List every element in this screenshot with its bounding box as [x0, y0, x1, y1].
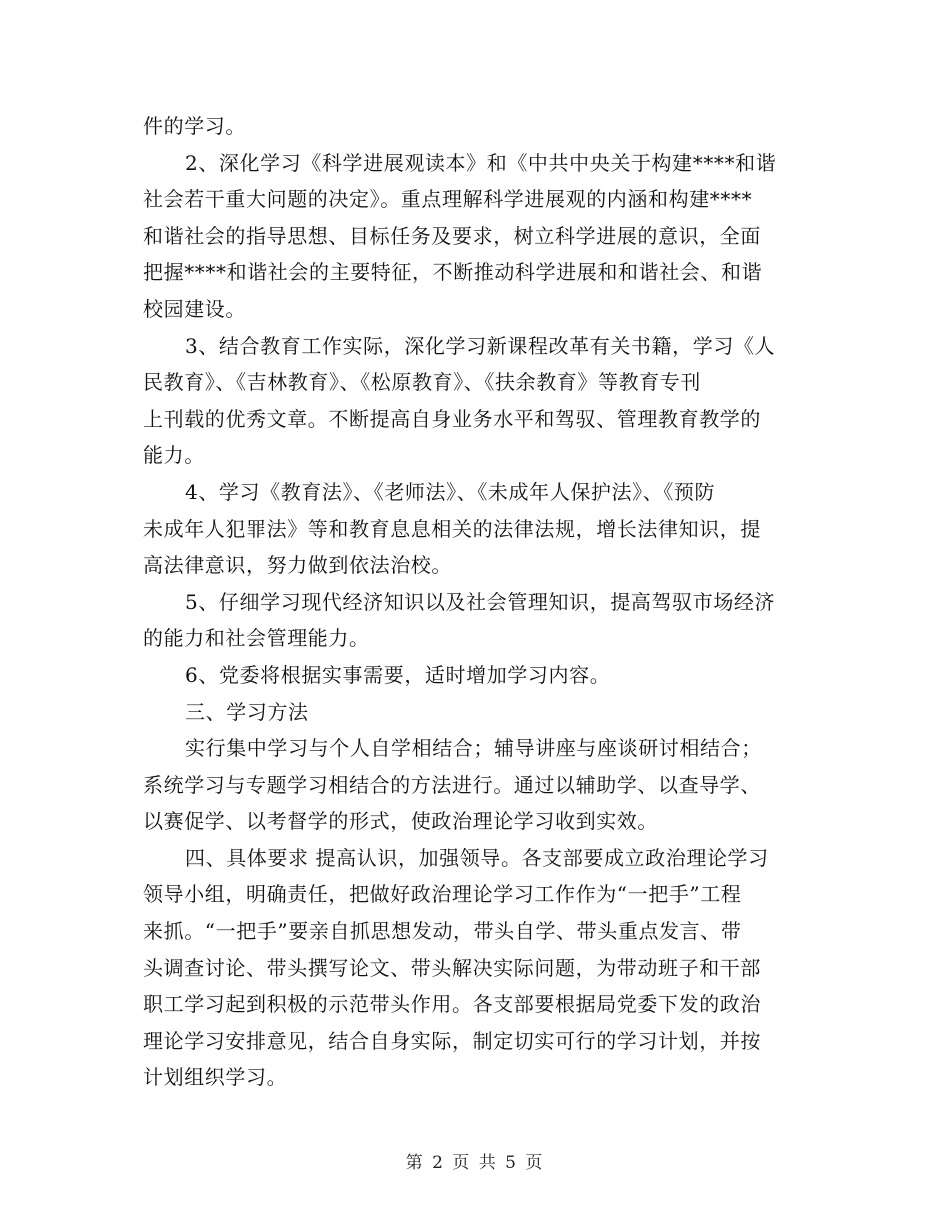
- text-line: 理论学习安排意见，结合自身实际，制定切实可行的学习计划，并按: [143, 1028, 761, 1053]
- text-line: 四、具体要求 提高认识，加强领导。各支部要成立政治理论学习: [185, 845, 769, 870]
- text-line: 5、仔细学习现代经济知识以及社会管理知识，提高驾驭市场经济: [185, 589, 776, 614]
- text-line: 校园建设。: [143, 296, 246, 321]
- text-line: 的能力和社会管理能力。: [143, 626, 370, 651]
- text-line: 和谐社会的指导思想、目标任务及要求，树立科学进展的意识，全面: [143, 223, 761, 248]
- text-line: 件的学习。: [143, 114, 246, 138]
- section-heading: 三、学习方法: [185, 699, 309, 724]
- page-number-footer: 第 2 页 共 5 页: [405, 1153, 545, 1173]
- text-line: 以赛促学、以考督学的形式，使政治理论学习收到实效。: [143, 809, 658, 834]
- text-line: 计划组织学习。: [143, 1065, 288, 1090]
- text-line: 未成年人犯罪法》等和教育息息相关的法律法规，增长法律知识，提: [143, 516, 761, 541]
- text-line: 社会若干重大问题的决定》。重点理解科学进展观的内涵和构建****: [143, 187, 753, 212]
- text-line: 6、党委将根据实事需要，适时增加学习内容。: [185, 662, 611, 687]
- text-line: 能力。: [143, 443, 205, 468]
- document-body: [143, 108, 808, 1096]
- text-line: 民教育》、《吉林教育》、《松原教育》、《扶余教育》等教育专刊: [143, 370, 701, 395]
- text-line: 头调查讨论、带头撰写论文、带头解决实际问题，为带动班子和干部: [143, 955, 761, 980]
- text-line: 上刊载的优秀文章。不断提高自身业务水平和驾驭、管理教育教学的: [143, 406, 761, 431]
- text-line: 把握****和谐社会的主要特征，不断推动科学进展和和谐社会、和谐: [143, 260, 763, 285]
- text-line: 2、深化学习《科学进展观读本》和《中共中央关于构建****和谐: [185, 150, 777, 175]
- text-line: 4、学习《教育法》、《老师法》、《未成年人保护法》、《预防: [185, 479, 716, 504]
- text-line: 领导小组，明确责任，把做好政治理论学习工作作为“一把手”工程: [143, 882, 742, 907]
- text-line: 系统学习与专题学习相结合的方法进行。通过以辅助学、以查导学、: [143, 772, 761, 797]
- text-line: 职工学习起到积极的示范带头作用。各支部要根据局党委下发的政治: [143, 992, 761, 1017]
- text-line: 实行集中学习与个人自学相结合；辅导讲座与座谈研讨相结合；: [185, 736, 762, 761]
- text-line: 来抓。“一把手”要亲自抓思想发动，带头自学、带头重点发言、带: [143, 919, 742, 944]
- text-line: 3、结合教育工作实际，深化学习新课程改革有关书籍，学习《人: [185, 333, 776, 358]
- text-line: 高法律意识，努力做到依法治校。: [143, 553, 452, 578]
